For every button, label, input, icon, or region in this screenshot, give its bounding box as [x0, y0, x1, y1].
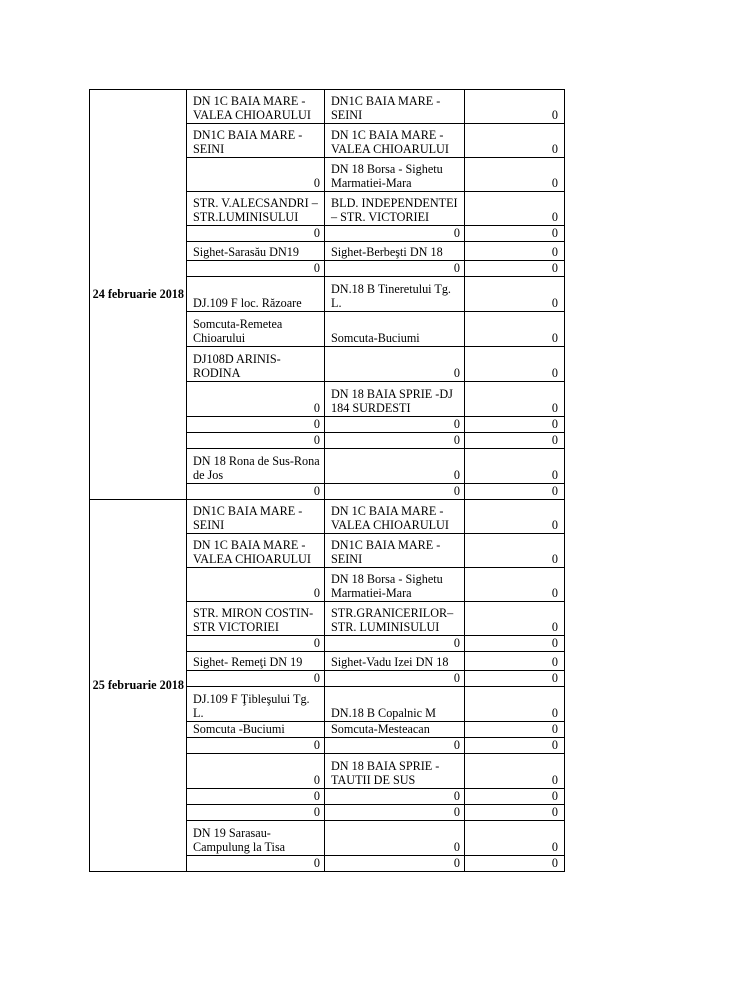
route-from-cell: DN1C BAIA MARE - SEINI [187, 124, 325, 158]
schedule-table-body [90, 90, 565, 872]
route-to-cell: DN 1C BAIA MARE - VALEA CHIOARULUI [325, 124, 465, 158]
value-cell: 0 [465, 856, 565, 872]
route-to-cell: 0 [325, 484, 465, 500]
route-from-cell: 0 [187, 856, 325, 872]
value-cell: 0 [465, 636, 565, 652]
value-cell: 0 [465, 805, 565, 821]
schedule-table [89, 89, 565, 872]
route-to-cell: 0 [325, 417, 465, 433]
value-cell: 0 [465, 754, 565, 789]
route-to-cell: STR.GRANICERILOR– STR. LUMINISULUI [325, 602, 465, 636]
value-cell: 0 [465, 242, 565, 261]
value-cell: 0 [465, 433, 565, 449]
value-cell: 0 [465, 226, 565, 242]
route-from-cell: Somcuta-Remetea Chioarului [187, 312, 325, 347]
route-from-cell: 0 [187, 671, 325, 687]
route-from-cell: Somcuta -Buciumi [187, 722, 325, 738]
route-from-cell: DJ.109 F Ţibleşului Tg. L. [187, 687, 325, 722]
value-cell: 0 [465, 722, 565, 738]
route-to-cell: DN 18 Borsa - Sighetu Marmatiei-Mara [325, 568, 465, 602]
value-cell: 0 [465, 347, 565, 382]
route-from-cell: 0 [187, 382, 325, 417]
value-cell: 0 [465, 90, 565, 124]
route-to-cell: Somcuta-Mesteacan [325, 722, 465, 738]
route-from-cell: DJ.109 F loc. Răzoare [187, 277, 325, 312]
route-from-cell: 0 [187, 158, 325, 192]
value-cell: 0 [465, 277, 565, 312]
route-to-cell: 0 [325, 261, 465, 277]
route-from-cell: DN1C BAIA MARE - SEINI [187, 500, 325, 534]
table-row [90, 500, 565, 534]
route-to-cell: DN.18 B Tineretului Tg. L. [325, 277, 465, 312]
route-from-cell: 0 [187, 261, 325, 277]
route-to-cell: 0 [325, 821, 465, 856]
route-to-cell: DN 1C BAIA MARE - VALEA CHIOARULUI [325, 500, 465, 534]
value-cell: 0 [465, 449, 565, 484]
route-to-cell: 0 [325, 671, 465, 687]
route-from-cell: DN 1C BAIA MARE - VALEA CHIOARULUI [187, 90, 325, 124]
route-from-cell: Sighet-Sarasău DN19 [187, 242, 325, 261]
value-cell: 0 [465, 500, 565, 534]
route-from-cell: STR. MIRON COSTIN-STR VICTORIEI [187, 602, 325, 636]
section-date: 25 februarie 2018 [90, 500, 187, 872]
route-to-cell: 0 [325, 738, 465, 754]
route-to-cell: Sighet-Vadu Izei DN 18 [325, 652, 465, 671]
route-from-cell: DJ108D ARINIS-RODINA [187, 347, 325, 382]
value-cell: 0 [465, 652, 565, 671]
route-from-cell: 0 [187, 433, 325, 449]
route-to-cell: 0 [325, 805, 465, 821]
route-from-cell: 0 [187, 417, 325, 433]
value-cell: 0 [465, 312, 565, 347]
route-to-cell: 0 [325, 347, 465, 382]
route-from-cell: 0 [187, 226, 325, 242]
route-to-cell: DN1C BAIA MARE - SEINI [325, 90, 465, 124]
route-to-cell: DN1C BAIA MARE - SEINI [325, 534, 465, 568]
value-cell: 0 [465, 417, 565, 433]
route-from-cell: 0 [187, 484, 325, 500]
value-cell: 0 [465, 687, 565, 722]
route-to-cell: DN.18 B Copalnic M [325, 687, 465, 722]
route-from-cell: 0 [187, 568, 325, 602]
route-from-cell: DN 18 Rona de Sus-Rona de Jos [187, 449, 325, 484]
value-cell: 0 [465, 602, 565, 636]
value-cell: 0 [465, 534, 565, 568]
value-cell: 0 [465, 568, 565, 602]
value-cell: 0 [465, 484, 565, 500]
route-to-cell: 0 [325, 433, 465, 449]
route-to-cell: 0 [325, 856, 465, 872]
route-to-cell: Sighet-Berbeşti DN 18 [325, 242, 465, 261]
route-from-cell: 0 [187, 754, 325, 789]
route-to-cell: BLD. INDEPENDENTEI – STR. VICTORIEI [325, 192, 465, 226]
route-from-cell: STR. V.ALECSANDRI – STR.LUMINISULUI [187, 192, 325, 226]
value-cell: 0 [465, 821, 565, 856]
value-cell: 0 [465, 382, 565, 417]
route-from-cell: 0 [187, 636, 325, 652]
value-cell: 0 [465, 789, 565, 805]
route-from-cell: DN 19 Sarasau-Campulung la Tisa [187, 821, 325, 856]
value-cell: 0 [465, 158, 565, 192]
table-row [90, 90, 565, 124]
section-date: 24 februarie 2018 [90, 90, 187, 500]
route-to-cell: DN 18 BAIA SPRIE -DJ 184 SURDESTI [325, 382, 465, 417]
value-cell: 0 [465, 124, 565, 158]
value-cell: 0 [465, 738, 565, 754]
route-to-cell: DN 18 BAIA SPRIE - TAUTII DE SUS [325, 754, 465, 789]
route-to-cell: 0 [325, 636, 465, 652]
route-from-cell: DN 1C BAIA MARE - VALEA CHIOARULUI [187, 534, 325, 568]
route-from-cell: 0 [187, 738, 325, 754]
route-to-cell: Somcuta-Buciumi [325, 312, 465, 347]
route-from-cell: 0 [187, 789, 325, 805]
route-to-cell: 0 [325, 449, 465, 484]
route-from-cell: Sighet- Remeţi DN 19 [187, 652, 325, 671]
route-to-cell: 0 [325, 226, 465, 242]
value-cell: 0 [465, 261, 565, 277]
route-to-cell: DN 18 Borsa - Sighetu Marmatiei-Mara [325, 158, 465, 192]
value-cell: 0 [465, 671, 565, 687]
value-cell: 0 [465, 192, 565, 226]
route-to-cell: 0 [325, 789, 465, 805]
route-from-cell: 0 [187, 805, 325, 821]
